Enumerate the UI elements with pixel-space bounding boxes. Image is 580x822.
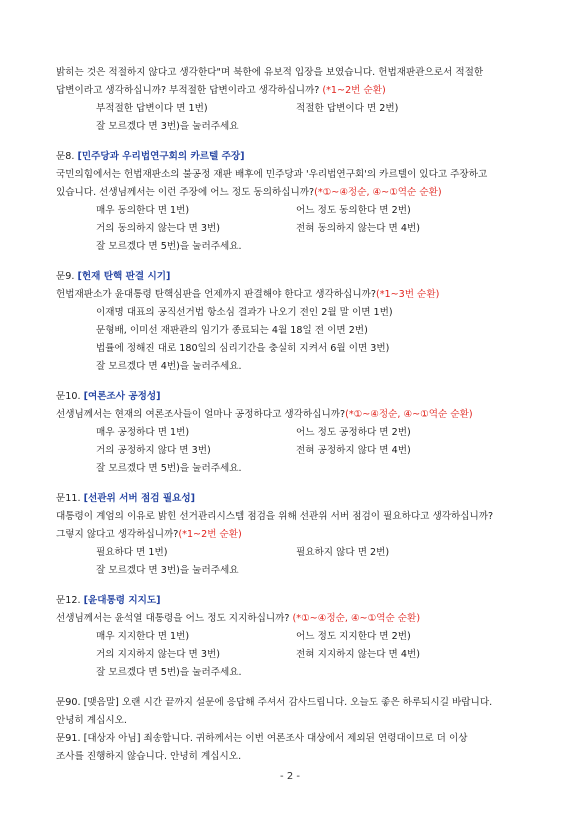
option-row <box>56 442 536 460</box>
rotation-note: (*①~④정순, ④~①역순 순환) <box>345 409 473 420</box>
option-2: 문형배, 이미선 재판관의 임기가 종료되는 4월 18일 전 이면 2번) <box>96 325 368 336</box>
closing-q90-line-1: 문90. [맺음말] 오랜 시간 끝까지 설문에 응답해 주셔서 감사드립니다. 오늘도 좋은 하루되시길 바랍니다. <box>56 697 493 708</box>
option-3: 법률에 정해진 대로 180일의 심리기간을 충실히 지켜서 6월 이면 3번) <box>96 343 390 354</box>
question-text-line-1: 대통령이 계엄의 이유로 밝힌 선거관리시스템 점검을 위해 선관위 서버 점검이 필요하다고 생각하십니까? <box>56 511 494 522</box>
closing-q91-line-1: 문91. [대상자 아님] 죄송합니다. 귀하께서는 이번 여론조사 대상에서 제외된 연령대이므로 더 이상 <box>56 733 468 744</box>
question-label: 문9. <box>56 271 78 282</box>
option-2: 어느 정도 동의한다 면 2번) <box>296 205 411 216</box>
rotation-note: (*①~④정순, ④~①역순 순환) <box>292 613 421 624</box>
option-1: 매우 공정하다 면 1번) <box>96 427 190 438</box>
rotation-note: (*1~3번 순환) <box>375 289 440 300</box>
question-heading <box>56 592 536 610</box>
rotation-note: (*1~2번 순환) <box>322 85 386 96</box>
question-text: 있습니다. 선생님께서는 이런 주장에 어느 정도 동의하십니까? <box>56 187 315 198</box>
closing-section <box>56 694 536 766</box>
question-title: [선관위 서버 점검 필요성] <box>83 493 196 504</box>
option-row <box>56 544 536 562</box>
rotation-note: (*①~④정순, ④~①역순 순환) <box>314 187 442 198</box>
option-1: 필요하다 면 1번) <box>96 547 168 558</box>
question-label: 문11. <box>56 493 84 504</box>
option-5: 잘 모르겠다 면 5번)을 눌러주세요. <box>96 463 242 474</box>
document-body <box>56 64 536 766</box>
question-text-line-1: 국민의힘에서는 헌법재판소의 불공정 재판 배후에 민주당과 '우리법연구회'의 카르텔이 있다고 주장하고 <box>56 169 488 180</box>
intro-line-1: 밝히는 것은 적절하지 않다고 생각한다"며 북한에 유보적 입장을 보였습니다. 헌법재판관으로서 적절한 <box>56 67 484 78</box>
option-4: 전혀 공정하지 않다 면 4번) <box>296 445 411 456</box>
option-row <box>56 202 536 220</box>
question-heading <box>56 388 536 406</box>
option-row <box>56 562 536 580</box>
question-text-line-1 <box>56 610 536 628</box>
option-row <box>56 646 536 664</box>
question-text-line-2 <box>56 526 536 544</box>
option-2: 어느 정도 공정하다 면 2번) <box>296 427 411 438</box>
option-2: 어느 정도 지지한다 면 2번) <box>296 631 411 642</box>
closing-q91-line-2: 조사를 진행하지 않습니다. 안녕히 계십시오. <box>56 751 242 762</box>
option-3: 잘 모르겠다 면 3번)을 눌러주세요 <box>96 565 239 576</box>
question-label: 문8. <box>56 151 78 162</box>
page-number: - 2 - <box>280 771 300 782</box>
question-8 <box>56 148 536 256</box>
question-text: 선생님께서는 윤석열 대통령을 어느 정도 지지하십니까? <box>56 613 293 624</box>
option-row <box>56 460 536 478</box>
question-text: 그렇지 않다고 생각하십니까? <box>56 529 179 540</box>
question-9 <box>56 268 536 376</box>
option-1: 매우 동의한다 면 1번) <box>96 205 190 216</box>
option-row <box>56 118 536 136</box>
option-4: 전혀 동의하지 않는다 면 4번) <box>296 223 420 234</box>
question-text-line-1 <box>56 406 536 424</box>
option-4: 잘 모르겠다 면 4번)을 눌러주세요. <box>96 361 242 372</box>
option-row <box>56 220 536 238</box>
question-text-line-1 <box>56 286 536 304</box>
option-row <box>56 664 536 682</box>
rotation-note: (*1~2번 순환) <box>178 529 242 540</box>
option-row <box>56 100 536 118</box>
question-11 <box>56 490 536 580</box>
option-row <box>56 340 536 358</box>
question-heading <box>56 268 536 286</box>
intro-section <box>56 64 536 136</box>
option-row <box>56 322 536 340</box>
option-1: 이재명 대표의 공직선거법 항소심 결과가 나오기 전인 2월 말 이면 1번) <box>96 307 393 318</box>
question-heading <box>56 490 536 508</box>
option-row <box>56 238 536 256</box>
option-5: 잘 모르겠다 면 5번)을 눌러주세요. <box>96 241 242 252</box>
question-12 <box>56 592 536 682</box>
option-row <box>56 424 536 442</box>
question-title: [여론조사 공정성] <box>83 391 161 402</box>
option-1: 부적절한 답변이다 면 1번) <box>96 103 208 114</box>
option-5: 잘 모르겠다 면 5번)을 눌러주세요. <box>96 667 242 678</box>
option-row <box>56 358 536 376</box>
option-1: 매우 지지한다 면 1번) <box>96 631 190 642</box>
option-4: 전혀 지지하지 않는다 면 4번) <box>296 649 420 660</box>
question-heading <box>56 148 536 166</box>
question-text: 선생님께서는 현재의 여론조사들이 얼마나 공정하다고 생각하십니까? <box>56 409 346 420</box>
option-3: 거의 동의하지 않는다 면 3번) <box>96 223 220 234</box>
question-text: 헌법재판소가 윤대통령 탄핵심판을 언제까지 판결해야 한다고 생각하십니까? <box>56 289 376 300</box>
question-label: 문10. <box>56 391 84 402</box>
question-title: [민주당과 우리법연구회의 카르텔 주장] <box>77 151 245 162</box>
intro-line-2-text: 답변이라고 생각하십니까? 부적절한 답변이라고 생각하십니까? <box>56 85 323 96</box>
question-10 <box>56 388 536 478</box>
question-title: [윤대통령 지지도] <box>83 595 161 606</box>
closing-q90-line-2: 안녕히 계십시오. <box>56 715 127 726</box>
option-3: 거의 지지하지 않는다 면 3번) <box>96 649 220 660</box>
question-title: [헌재 탄핵 판결 시기] <box>77 271 171 282</box>
option-2: 필요하지 않다 면 2번) <box>296 547 390 558</box>
option-3: 거의 공정하지 않다 면 3번) <box>96 445 211 456</box>
intro-line-2 <box>56 82 536 100</box>
option-3: 잘 모르겠다 면 3번)을 눌러주세요 <box>96 121 239 132</box>
question-label: 문12. <box>56 595 84 606</box>
option-2: 적절한 답변이다 면 2번) <box>296 103 399 114</box>
question-text-line-2 <box>56 184 536 202</box>
option-row <box>56 628 536 646</box>
option-row <box>56 304 536 322</box>
